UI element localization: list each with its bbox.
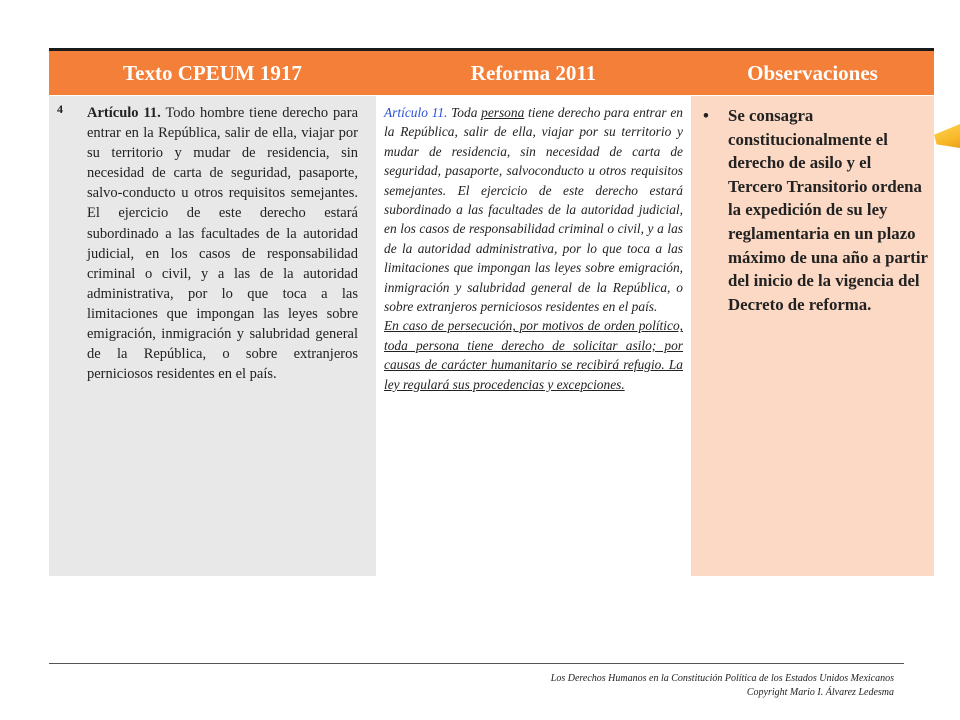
cell-reform-text [376,96,691,576]
header-observaciones: Observaciones [747,61,878,85]
footer-divider [49,663,904,664]
reform-text-start: Toda [447,105,482,120]
header-reforma-2011: Reforma 2011 [470,61,597,85]
header-texto-cpeum-1917: Texto CPEUM 1917 [123,61,302,85]
table-row [49,96,934,576]
reform-underlined-word: persona [481,105,525,120]
original-article-text [87,103,358,384]
original-article-label: Artículo 11. [87,105,161,121]
table-header [49,51,934,96]
cell-original-text [49,96,376,576]
observation-text: Se consagra constitucionalmente el derecho de asilo y el Tercero Transitorio ordena la expedición de su ley reglamentaria en un plazo máximo de una año a partir del inicio de la vigencia del Decreto de reforma. [728,106,928,314]
footer-title: Los Derechos Humanos en la Constitución Política de los Estados Unidos Mexicanos [550,673,894,684]
row-number: 4 [57,102,63,116]
observation-item [703,104,928,316]
original-article-body: Todo hombre tiene derecho para entrar en la República, salir de ella, viajar por su territorio y mudar de residencia, sin necesidad de carta de seguridad, pasaporte, salvo-conducto u otros requisitos semejantes. El ejercicio de este derecho estará subordinado a las facultades de la autoridad judicial, en los casos de responsabilidad criminal o civil, y a las de la autoridad administrativa, por lo que toca a las limitaciones que impongan las leyes sobre emigración, inmigración y salubridad general de la República, o sobre extranjeros perniciosos residentes en el país. [87,105,359,383]
reform-text-body: tiene derecho para entrar en la República, salir de ella, viajar por su territorio y mudar de residencia, sin necesidad de carta de seguridad, pasaporte, salvoconducto u otros requisitos semejantes. El ejercicio de este derecho estará subordinado a las facultades de la autoridad judicial, en los casos de responsabilidad criminal o civil, y a las de la autoridad administrativa, por lo que toca a las limitaciones que impongan las leyes sobre emigración, inmigración y salubridad general de la República, o sobre extranjeros perniciosos residentes en el país. [384,105,683,315]
bullet-icon: • [703,106,709,125]
cell-observations [691,96,934,576]
footer [551,672,894,700]
reform-article-label: Artículo 11. [384,105,448,120]
footer-copyright: Copyright Mario I. Álvarez Ledesma [746,687,894,698]
comparison-table [49,48,934,576]
reform-added-paragraph: En caso de persecución, por motivos de orden político, toda persona tiene derecho de solicitar asilo; por causas de carácter humanitario se recibirá refugio. La ley regulará sus procedencias y excepciones. [384,318,683,392]
decorative-accent-shape [934,124,960,148]
reform-article-text [384,103,683,394]
